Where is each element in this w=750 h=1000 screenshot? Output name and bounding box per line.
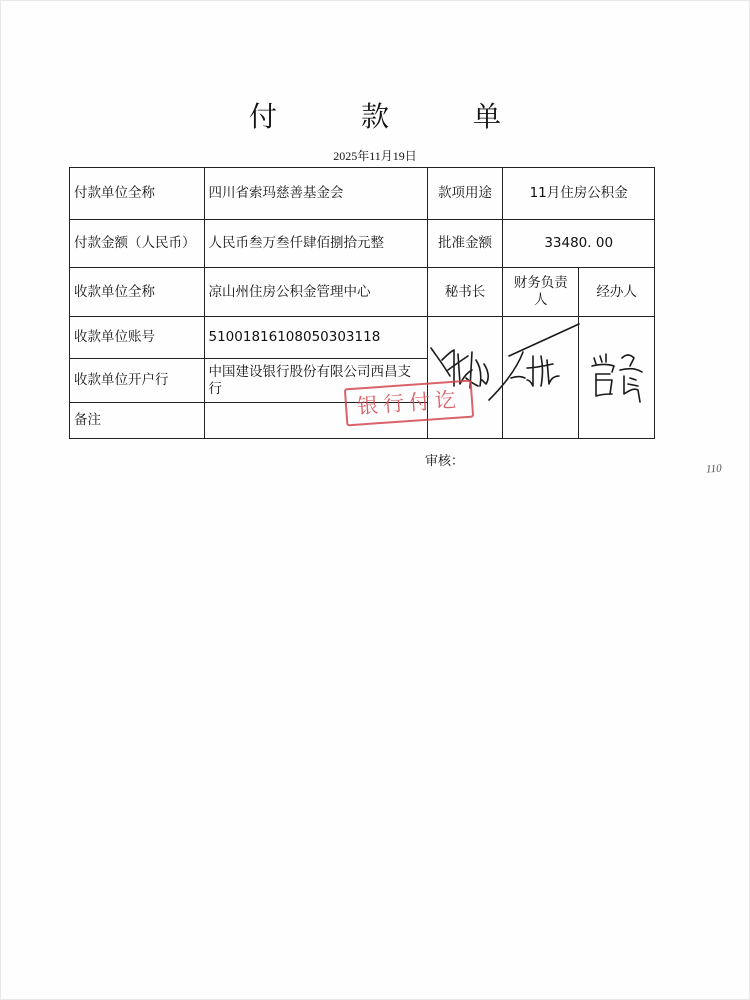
table-row <box>70 220 655 268</box>
reviewer-label: 审核： <box>425 454 465 469</box>
amount-label: 付款金额（人民币） <box>70 220 205 268</box>
purpose-label: 款项用途 <box>427 168 503 220</box>
payer-value: 四川省索玛慈善基金会 <box>204 168 427 220</box>
account-label: 收款单位账号 <box>70 317 205 359</box>
bank-value: 中国建设银行股份有限公司西昌支行 <box>204 359 427 403</box>
approved-value: 33480. 00 <box>503 220 655 268</box>
document-date: 2025年11月19日 <box>333 149 417 163</box>
payee-label: 收款单位全称 <box>70 268 205 317</box>
page-title: 付 款 单 <box>248 100 529 133</box>
approved-label: 批准金额 <box>427 220 503 268</box>
table-row <box>70 168 655 220</box>
remark-label: 备注 <box>70 403 205 439</box>
payer-label: 付款单位全称 <box>70 168 205 220</box>
margin-handwritten-note: 110 <box>705 462 723 476</box>
handler-signature <box>590 350 646 404</box>
purpose-value: 11月住房公积金 <box>503 168 655 220</box>
secretary-label: 秘书长 <box>427 268 503 317</box>
finance-signature <box>487 322 583 404</box>
finance-label: 财务负责人 <box>503 268 579 317</box>
payee-value: 凉山州住房公积金管理中心 <box>204 268 427 317</box>
bank-paid-stamp: 银行付讫 <box>344 380 474 427</box>
handler-label: 经办人 <box>579 268 655 317</box>
bank-label: 收款单位开户行 <box>70 359 205 403</box>
account-value: 51001816108050303118 <box>204 317 427 359</box>
amount-value: 人民币叁万叁仟肆佰捌拾元整 <box>204 220 427 268</box>
table-row <box>70 268 655 317</box>
